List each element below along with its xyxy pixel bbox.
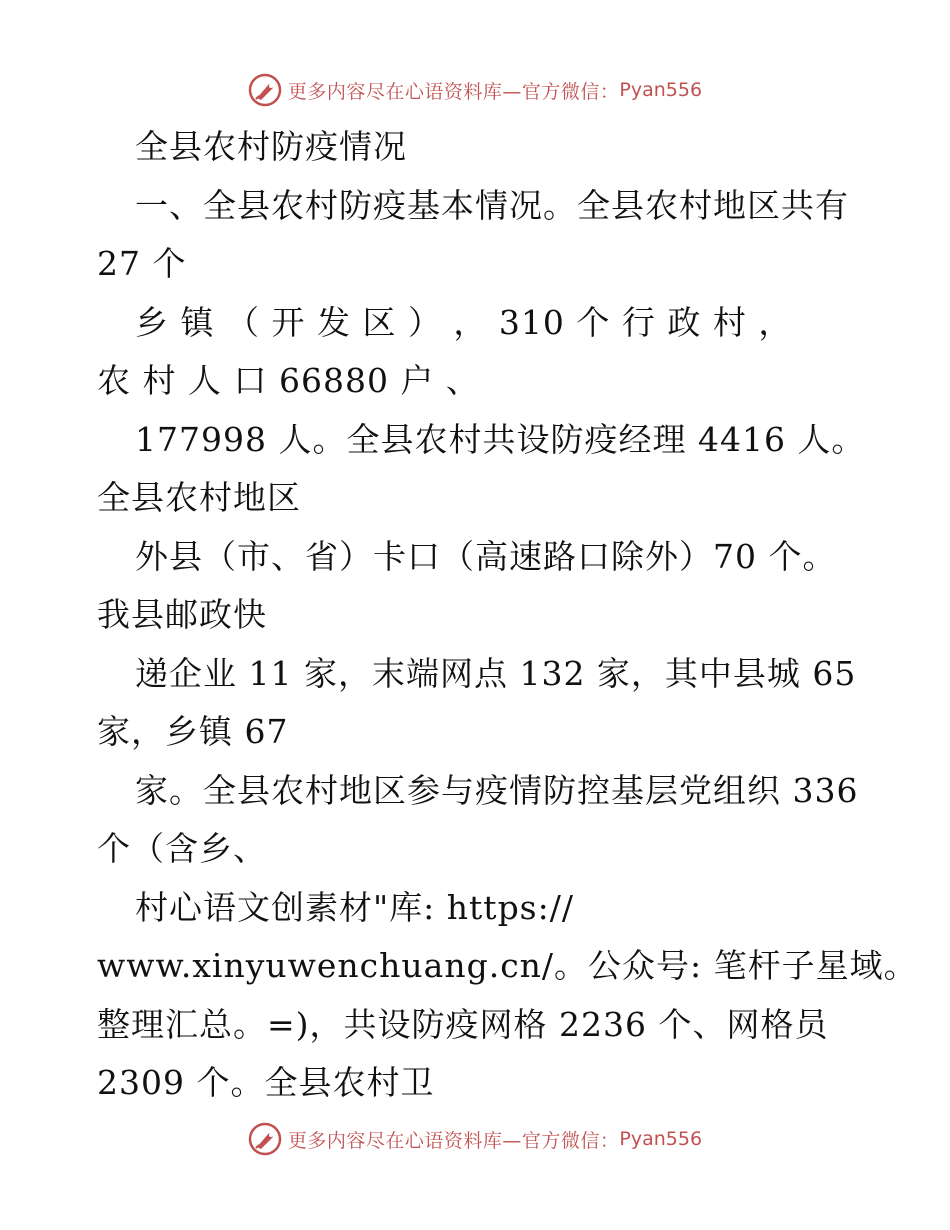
paragraph-line: 家，乡镇 67 xyxy=(97,712,289,751)
pen-nib-logo-icon xyxy=(248,1122,282,1156)
watermark-wechat-id: Pyan556 xyxy=(619,79,703,101)
paragraph-line: 27 个 xyxy=(97,244,187,283)
paragraph-line: 乡 镇 （ 开 发 区 ） ， 310 个 行 政 村 ， xyxy=(135,302,793,342)
paragraph-line: 递企业 11 家，末端网点 132 家，其中县城 65 xyxy=(135,653,857,693)
paragraph-line: 家。全县农村地区参与疫情防控基层党组织 336 xyxy=(135,770,859,810)
pen-nib-logo-icon xyxy=(248,73,282,107)
paragraph-line: 村心语文创素材"库: https:// xyxy=(135,887,574,927)
paragraph-line: 全县农村地区 xyxy=(97,478,301,517)
paragraph-line: 我县邮政快 xyxy=(97,595,267,634)
paragraph-line: www.xinyuwenchuang.cn/。公众号: 笔杆子星域。 xyxy=(97,946,918,985)
document-body xyxy=(97,118,918,1113)
paragraph-line: 农 村 人 口 66880 户 、 xyxy=(97,361,480,400)
watermark-text: 更多内容尽在心语资料库—官方微信： xyxy=(287,80,620,103)
watermark-banner-bottom xyxy=(0,1119,950,1159)
paragraph-line: 个（含乡、 xyxy=(97,829,267,868)
watermark-wechat-id: Pyan556 xyxy=(619,1128,703,1150)
watermark-text: 更多内容尽在心语资料库—官方微信： xyxy=(287,1129,620,1152)
document-title: 全县农村防疫情况 xyxy=(135,127,407,166)
watermark-banner-top xyxy=(0,70,950,110)
paragraph-line: 整理汇总。=)，共设防疫网格 2236 个、网格员 xyxy=(97,1004,829,1044)
paragraph-line: 外县（市、省）卡口（高速路口除外）70 个。 xyxy=(135,536,837,576)
paragraph-line: 2309 个。全县农村卫 xyxy=(97,1063,435,1102)
paragraph-line: 一、全县农村防疫基本情况。全县农村地区共有 xyxy=(135,185,849,225)
paragraph-line: 177998 人。全县农村共设防疫经理 4416 人。 xyxy=(135,419,866,459)
